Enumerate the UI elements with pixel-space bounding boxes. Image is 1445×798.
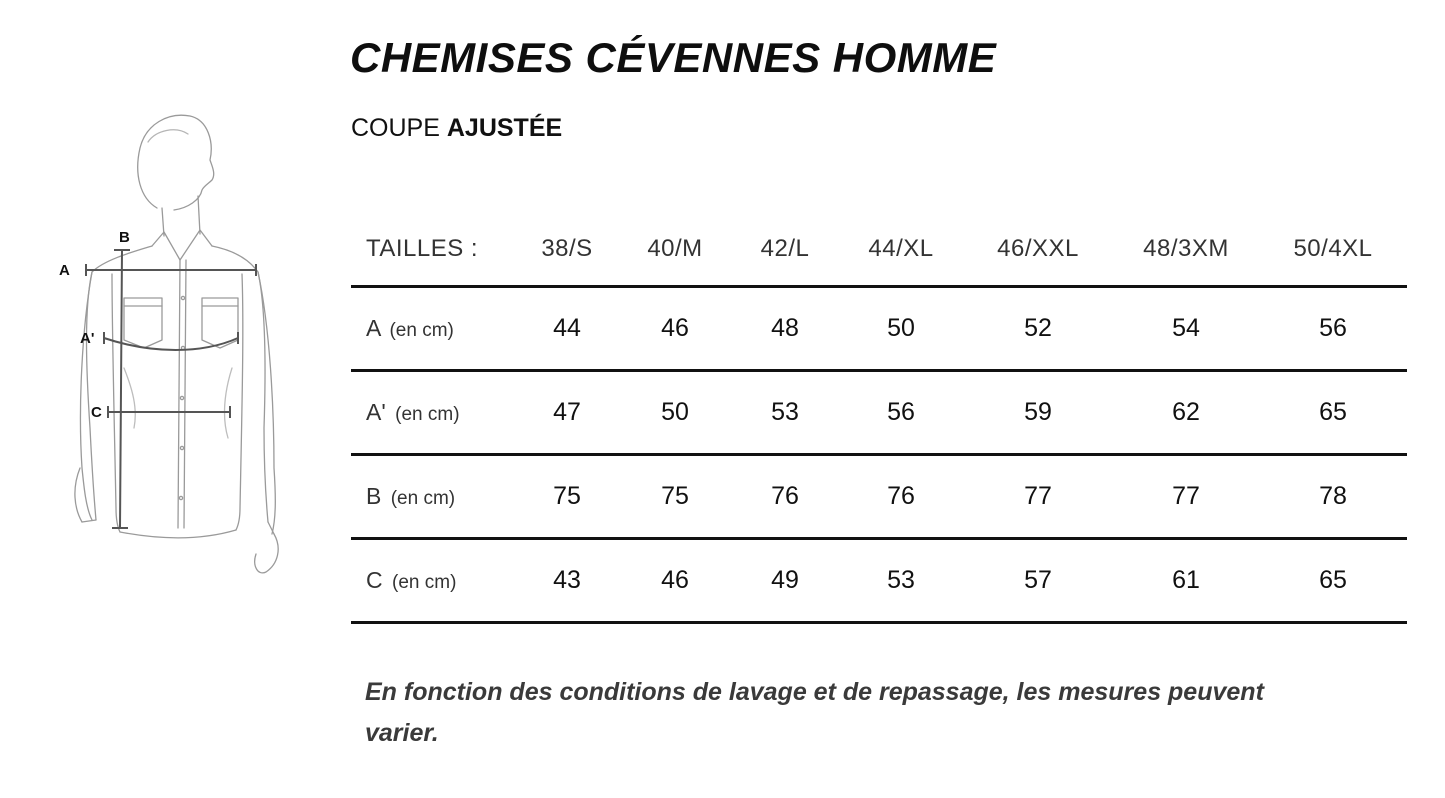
fit-subtitle <box>351 114 562 143</box>
table-cell: 50 <box>619 371 731 455</box>
table-cell: 53 <box>731 371 839 455</box>
table-cell: 75 <box>515 455 619 539</box>
shirt-measurement-illustration <box>52 108 302 588</box>
table-cell: 62 <box>1113 371 1259 455</box>
table-cell: 47 <box>515 371 619 455</box>
row-label <box>351 371 515 455</box>
size-column-header: 38/S <box>515 212 619 287</box>
table-cell: 76 <box>839 455 963 539</box>
table-cell: 43 <box>515 539 619 623</box>
table-cell: 54 <box>1113 287 1259 371</box>
table-header-row <box>351 212 1407 287</box>
collar-outline <box>152 230 212 260</box>
measure-label: B <box>366 483 382 509</box>
size-column-header: 46/XXL <box>963 212 1113 287</box>
table-cell: 78 <box>1259 455 1407 539</box>
measure-c-line <box>108 406 230 418</box>
table-row <box>351 455 1407 539</box>
table-cell: 61 <box>1113 539 1259 623</box>
table-cell: 65 <box>1259 371 1407 455</box>
table-cell: 46 <box>619 539 731 623</box>
table-cell: 46 <box>619 287 731 371</box>
size-column-header: 44/XL <box>839 212 963 287</box>
table-cell: 77 <box>963 455 1113 539</box>
sizes-header-label: TAILLES : <box>351 212 515 287</box>
table-cell: 48 <box>731 287 839 371</box>
table-cell: 77 <box>1113 455 1259 539</box>
measure-a-prime-label: A' <box>80 330 95 347</box>
row-label <box>351 287 515 371</box>
fit-prefix: COUPE <box>351 114 440 142</box>
table-cell: 50 <box>839 287 963 371</box>
table-row <box>351 539 1407 623</box>
table-cell: 76 <box>731 455 839 539</box>
unit-label: (en cm) <box>395 404 460 425</box>
unit-label: (en cm) <box>390 488 456 509</box>
measure-b-label: B <box>119 229 130 246</box>
care-note: En fonction des conditions de lavage et de repassage, les mesures peuvent varier. <box>365 678 1264 747</box>
table-cell: 56 <box>1259 287 1407 371</box>
measure-c-label: C <box>91 404 102 421</box>
size-column-header: 48/3XM <box>1113 212 1259 287</box>
table-cell: 49 <box>731 539 839 623</box>
measure-b-line <box>112 250 130 528</box>
fit-value: AJUSTÉE <box>446 114 563 142</box>
measure-a-label: A <box>59 262 70 279</box>
measure-label: A' <box>366 399 386 425</box>
unit-label: (en cm) <box>389 320 454 341</box>
table-cell: 57 <box>963 539 1113 623</box>
table-row <box>351 287 1407 371</box>
row-label <box>351 455 515 539</box>
table-cell: 59 <box>963 371 1113 455</box>
measure-label: A <box>366 315 381 341</box>
size-column-header: 50/4XL <box>1259 212 1407 287</box>
table-cell: 53 <box>839 539 963 623</box>
page-title: CHEMISES CÉVENNES HOMME <box>350 34 997 81</box>
table-cell: 56 <box>839 371 963 455</box>
unit-label: (en cm) <box>392 572 457 593</box>
size-column-header: 40/M <box>619 212 731 287</box>
size-column-header: 42/L <box>731 212 839 287</box>
table-cell: 65 <box>1259 539 1407 623</box>
size-chart-table <box>351 212 1407 624</box>
table-cell: 75 <box>619 455 731 539</box>
measure-label: C <box>366 567 383 593</box>
table-cell: 44 <box>515 287 619 371</box>
table-cell: 52 <box>963 287 1113 371</box>
table-row <box>351 371 1407 455</box>
row-label <box>351 539 515 623</box>
